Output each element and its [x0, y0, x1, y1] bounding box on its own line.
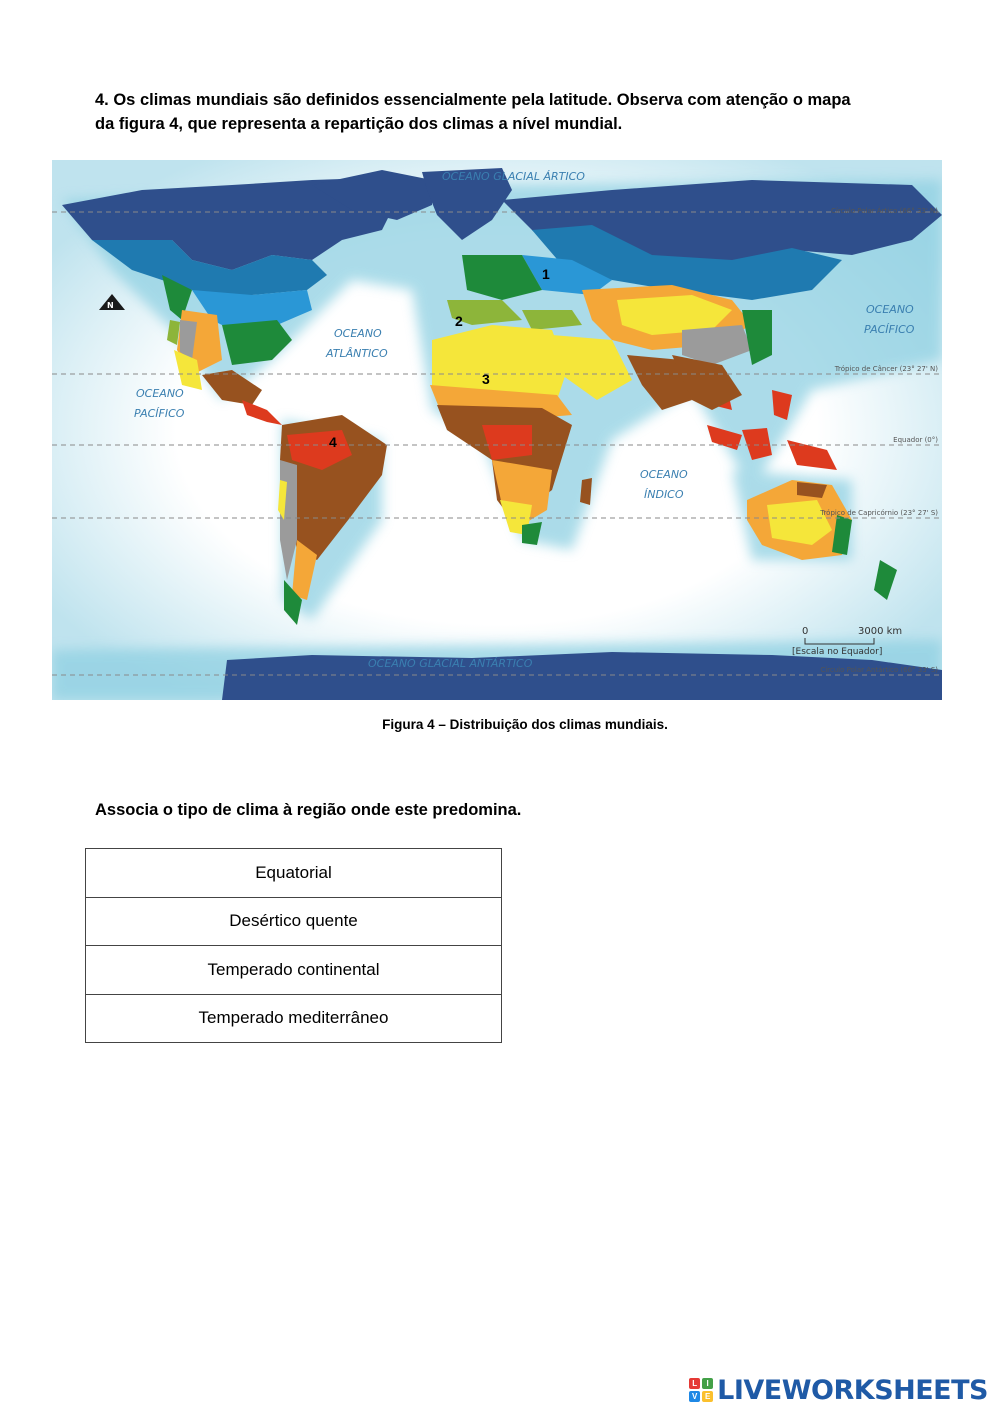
logo-letter-l: L	[689, 1378, 700, 1389]
region-number-1: 1	[542, 266, 550, 282]
antarctica	[222, 652, 942, 700]
climate-option-equatorial[interactable]: Equatorial	[86, 849, 501, 898]
scale-zero: 0	[802, 626, 809, 637]
logo-letter-i: I	[702, 1378, 713, 1389]
climate-types-table	[85, 848, 502, 1043]
arctic-circle-label: Círculo Polar Ártico (66° 33' N)	[831, 207, 938, 215]
logo-letter-e: E	[702, 1391, 713, 1402]
indian-ocean-label-1: OCEANO	[640, 468, 688, 481]
logo-letter-v: V	[689, 1391, 700, 1402]
question-line-1: 4. Os climas mundiais são definidos essencialmente pela latitude. Observa com atenção o mapa	[95, 91, 851, 109]
question-line-2: da figura 4, que representa a repartição dos climas a nível mundial.	[95, 115, 623, 133]
region-number-4: 4	[329, 434, 337, 450]
atlantic-ocean-label-1: OCEANO	[334, 327, 382, 340]
antarctic-circle-label: Círculo Polar Antártico (66° 33' S)	[820, 666, 938, 674]
tropic-capricorn-label: Trópico de Capricórnio (23° 27' S)	[820, 509, 938, 517]
scale-note: [Escala no Equador]	[792, 647, 883, 657]
equator-label: Equador (0°)	[893, 436, 938, 444]
pacific-ocean-right-label-2: PACÍFICO	[864, 323, 915, 336]
climate-option-hot-desert[interactable]: Desértico quente	[86, 898, 501, 947]
figure-caption: Figura 4 – Distribuição dos climas mundiais.	[382, 717, 668, 732]
liveworksheets-logo	[689, 1373, 988, 1407]
atlantic-ocean-label-2: ATLÂNTICO	[326, 347, 388, 360]
tropic-cancer-label: Trópico de Câncer (23° 27' N)	[834, 365, 938, 373]
climate-option-mediterranean-temperate[interactable]: Temperado mediterrâneo	[86, 995, 501, 1044]
north-symbol: N	[107, 301, 114, 310]
region-number-3: 3	[482, 371, 490, 387]
scale-distance: 3000 km	[858, 626, 903, 637]
pacific-ocean-left-label-1: OCEANO	[136, 387, 184, 400]
climate-option-continental-temperate[interactable]: Temperado continental	[86, 946, 501, 995]
antarctic-ocean-label: OCEANO GLACIAL ANTÁRTICO	[368, 657, 533, 670]
region-number-2: 2	[455, 313, 463, 329]
question-text	[95, 88, 915, 136]
indian-ocean-label-2: ÍNDICO	[644, 488, 684, 501]
logo-text: LIVEWORKSHEETS	[717, 1374, 988, 1406]
climate-world-map	[52, 160, 942, 700]
logo-grid-icon	[689, 1378, 713, 1402]
pacific-ocean-right-label-1: OCEANO	[866, 303, 914, 316]
instruction-text: Associa o tipo de clima à região onde este predomina.	[95, 801, 522, 819]
pacific-ocean-left-label-2: PACÍFICO	[134, 407, 185, 420]
arctic-ocean-label: OCEANO GLACIAL ÁRTICO	[442, 170, 585, 183]
